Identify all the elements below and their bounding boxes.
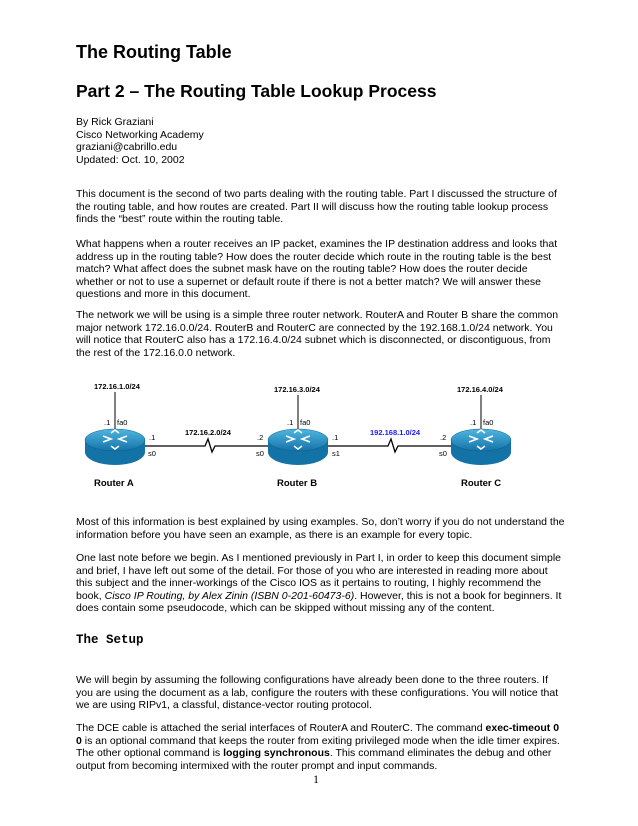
questions-paragraph: What happens when a router receives an IP packet, examines the IP destination address and looks that address up in the routing table? How does the router decide which route in the routing table is the best match? What affect does the subnet mask have on the routing table? How does the router decide whether or not to use a supernet or default route if there is not a better match? We will answer these questions and more in this document.	[76, 238, 558, 301]
dce-text-a: The DCE cable is attached the serial interfaces of RouterA and RouterC. The command	[76, 722, 486, 734]
author-name: By Rick Graziani	[76, 116, 154, 128]
document-subtitle: Part 2 – The Routing Table Lookup Process	[76, 81, 437, 101]
router-b-name: Router B	[277, 478, 318, 489]
lan-a-label: 172.16.1.0/24	[94, 382, 140, 391]
router-b-fa-ip: .1	[287, 418, 294, 427]
network-paragraph: The network we will be using is a simple three router network. RouterA and Router B share the common major network 172.16.0.0/24. RouterB and RouterC are connected by the 192.168.1.0/24 network. You will notice that RouterC also has a 172.16.4.0/24 subnet which is disconnected, or discontiguous, from the rest of the 172.16.0.0 network.	[76, 309, 559, 359]
router-b-s1-ip: .1	[332, 433, 339, 442]
router-a-serial-ip: .1	[149, 433, 156, 442]
serial-link-bc	[328, 439, 451, 452]
section-heading: The Setup	[76, 633, 144, 647]
dce-paragraph	[76, 722, 566, 772]
router-b-fa-label: fa0	[300, 418, 311, 427]
router-a-fa-ip: .1	[104, 418, 111, 427]
router-a-fa-label: fa0	[117, 418, 128, 427]
router-c-icon	[451, 395, 511, 465]
router-a-icon	[85, 392, 145, 465]
note-text-a: One last note before we begin. As I mentioned previously in Part I, in order to keep this document simple and brief, I have left out some of the detail. For those of you who are interested in reading more about this subject and the inner-workings of the Cisco IOS as it pertains to routing, I highly recommend the book,	[76, 552, 562, 602]
lan-b-label: 172.16.3.0/24	[274, 385, 320, 394]
router-c-serial-ip: .2	[440, 433, 447, 442]
lan-c-label: 172.16.4.0/24	[457, 385, 503, 394]
page-number: 1	[313, 772, 319, 786]
setup-paragraph: We will begin by assuming the following configurations have already been done to the three routers. If you are using the document as a lab, configure the routers with these configurations. You will notice that we are using RIPv1, a classful, distance-vector routing protocol.	[76, 674, 559, 712]
note-paragraph	[76, 552, 566, 615]
dce-text-b: is an optional command that keeps the router from exiting privileged mode when the idle timer expires. The other optional command is	[76, 734, 560, 760]
router-a-serial-label: s0	[148, 449, 156, 458]
updated-date: Updated: Oct. 10, 2002	[76, 153, 185, 166]
router-c-serial-label: s0	[439, 449, 447, 458]
link-ab-label: 172.16.2.0/24	[185, 428, 231, 437]
examples-paragraph: Most of this information is best explained by using examples. So, don’t worry if you do not understand the information before you have seen an example, as there is an example for every topic.	[76, 516, 565, 541]
dce-text-c: . This command eliminates the debug and other output from becoming intermixed with the router prompt and input commands.	[76, 747, 552, 772]
router-b-icon	[268, 395, 328, 465]
router-c-fa-ip: .1	[470, 418, 477, 427]
router-c-fa-label: fa0	[483, 418, 494, 427]
link-bc-label: 192.168.1.0/24	[370, 428, 421, 437]
command-exec-timeout: exec-timeout 0 0	[76, 722, 560, 747]
book-reference: Cisco IP Routing, by Alex Zinin (ISBN 0-201-60473-6)	[104, 589, 355, 602]
serial-link-ab	[145, 439, 268, 452]
document-title: The Routing Table	[76, 42, 232, 62]
note-text-b: . However, this is not a book for beginners. It does contain some pseudocode, which can be skipped without missing any of the content.	[76, 589, 562, 615]
router-a-name: Router A	[94, 478, 134, 489]
router-b-s1-label: s1	[332, 449, 340, 458]
intro-paragraph: This document is the second of two parts dealing with the routing table. Part I discussed the structure of the routing table, and how routes are created. Part II will discuss how the routing table lookup process finds the “best” route within the routing table.	[76, 188, 557, 226]
command-logging-sync: logging synchronous	[223, 747, 330, 760]
router-c-name: Router C	[461, 478, 502, 489]
author-org: Cisco Networking Academy	[76, 128, 204, 141]
router-b-s0-label: s0	[256, 449, 264, 458]
author-email: graziani@cabrillo.edu	[76, 141, 178, 154]
router-b-s0-ip: .2	[257, 433, 264, 442]
